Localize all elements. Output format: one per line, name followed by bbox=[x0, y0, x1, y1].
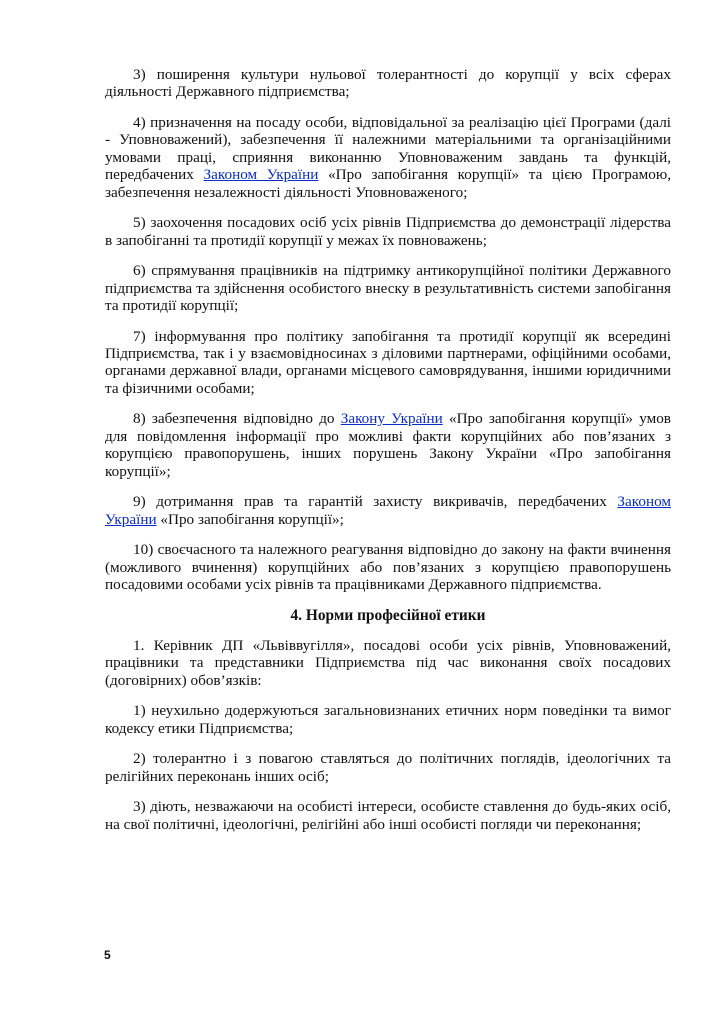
list-item-5 bbox=[105, 214, 671, 249]
paragraph-text-continued: «Про запобігання корупції» та цією Програмою, забезпечення незалежності діяльності Уповноваженого; bbox=[105, 166, 671, 201]
law-link[interactable]: Законом України bbox=[203, 166, 319, 184]
page-number: 5 bbox=[104, 948, 111, 962]
ethics-item-3: 3) діють, незважаючи на особисті інтереси, особисте ставлення до будь-яких осіб, на свої політичні, ідеологічні, релігійні або інші особисті погляди чи переконання; bbox=[105, 798, 671, 833]
paragraph-text-continued: «Про запобігання корупції» умов для повідомлення інформації про можливі факти корупційних або пов’язаних з корупцією правопорушень, інших порушень Закону України «Про запобігання корупції»; bbox=[105, 410, 671, 480]
paragraph-text: 6) спрямування працівників на підтримку антикорупційної політики Державного підприємства та здійснення особистого внеску в результативність системи запобігання та протидії корупції; bbox=[105, 262, 671, 315]
ethics-item-2: 2) толерантно і з повагою ставляться до політичних поглядів, ідеологічних та релігійних переконань інших осіб; bbox=[105, 750, 671, 785]
document-body bbox=[105, 66, 671, 846]
ethics-intro-paragraph: 1. Керівник ДП «Львіввугілля», посадові особи усіх рівнів, Уповноважений, працівники та представники Підприємства під час виконання своїх посадових (договірних) обов’язків: bbox=[105, 637, 671, 689]
list-item-7 bbox=[105, 328, 671, 398]
list-item-3 bbox=[105, 66, 671, 101]
paragraph-text: 7) інформування про політику запобігання та протидії корупції як всередині Підприємства, так і у взаємовідносинах з діловими партнерами, офіційними особами, органами державної влади, органами місцевого самоврядування, іншими юридичними та фізичними особами; bbox=[105, 327, 671, 397]
paragraph-text: 5) заохочення посадових осіб усіх рівнів Підприємства до демонстрації лідерства в запобіганні та протидії корупції у межах їх повноважень; bbox=[105, 214, 671, 249]
list-item-4 bbox=[105, 114, 671, 201]
list-item-9 bbox=[105, 493, 671, 528]
section-heading: 4. Норми професійної етики bbox=[290, 606, 486, 624]
law-link[interactable]: Закону України bbox=[340, 410, 443, 428]
list-item-6 bbox=[105, 262, 671, 314]
paragraph-text: 3) поширення культури нульової толерантності до корупції у всіх сферах діяльності Державного підприємства; bbox=[105, 66, 671, 101]
list-item-10 bbox=[105, 541, 671, 593]
ethics-item-1: 1) неухильно додержуються загальновизнаних етичних норм поведінки та вимог кодексу етики Підприємства; bbox=[105, 702, 671, 737]
law-link[interactable]: Законом України bbox=[105, 493, 671, 528]
paragraph-text-continued: «Про запобігання корупції»; bbox=[156, 510, 344, 528]
paragraph-text: 4) призначення на посаду особи, відповідальної за реалізацію цієї Програми (далі - Уповноважений), забезпечення її належними матеріальними та організаційними умовами праці, сприяння виконанню Уповноваженим завдань та функцій, передбачених bbox=[105, 114, 671, 184]
paragraph-text: 9) дотримання прав та гарантій захисту викривачів, передбачених bbox=[133, 493, 618, 511]
list-item-8 bbox=[105, 410, 671, 480]
paragraph-text: 8) забезпечення відповідно до bbox=[133, 410, 341, 428]
paragraph-text: 10) своєчасного та належного реагування відповідно до закону на факти вчинення (можливого вчинення) корупційних або пов’язаних з корупцією правопорушень посадовими особами усіх рівнів та працівниками Державного підприємства. bbox=[105, 541, 671, 594]
